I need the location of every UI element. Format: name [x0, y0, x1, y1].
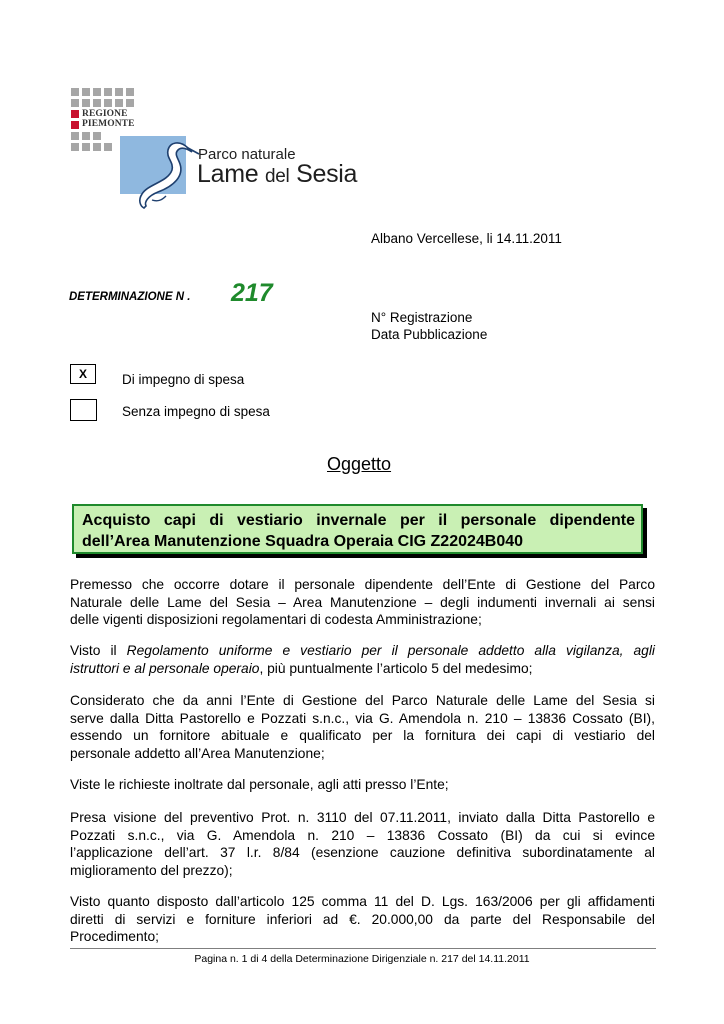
- document-date: Albano Vercellese, li 14.11.2011: [371, 231, 562, 246]
- park-name-line1: Parco naturale: [198, 146, 296, 163]
- page-footer: Pagina n. 1 di 4 della Determinazione Dirigenziale n. 217 del 14.11.2011: [194, 953, 530, 965]
- senza-impegno-label: Senza impegno di spesa: [122, 404, 270, 419]
- determination-number: 217: [231, 279, 273, 307]
- senza-impegno-checkbox[interactable]: [70, 399, 97, 421]
- subject-heading: Oggetto: [327, 454, 392, 474]
- impegno-spesa-checkbox[interactable]: X: [70, 364, 96, 384]
- park-name-line2: Lame del Sesia: [197, 160, 358, 188]
- region-name: REGIONE PIEMONTE: [82, 109, 135, 129]
- impegno-spesa-label: Di impegno di spesa: [122, 372, 245, 387]
- determination-label: DETERMINAZIONE N .: [69, 291, 191, 303]
- heron-icon: [118, 130, 200, 210]
- paragraph-regolamento: Visto il Regolamento uniforme e vestiario per il personale addetto alla vigilanza, agli istruttori e al personale operaio, più puntualmente l’articolo 5 del medesimo;: [70, 643, 655, 676]
- subject-line1: Acquisto capi di vestiario invernale per il personale dipendente: [82, 512, 635, 529]
- registration-number-label: N° Registrazione: [371, 310, 473, 325]
- subject-line2: dell’Area Manutenzione Squadra Operaia CIG Z22024B040: [82, 533, 524, 550]
- subject-box: [72, 504, 643, 554]
- paragraph-richieste: Viste le richieste inoltrate dal personale, agli atti presso l’Ente;: [70, 777, 449, 792]
- paragraph-preventivo: Presa visione del preventivo Prot. n. 3110 del 07.11.2011, inviato dalla Ditta Pastorello e Pozzati s.n.c., via G. Amendola n. 210 – 13836 Cossato (BI) da cui si evince l’applicazione dell’art. 37 l.r. 8/84 (esenzione cauzione definitiva subordinatamente al miglioramento del prezzo);: [70, 810, 655, 878]
- paragraph-premesso: Premesso che occorre dotare il personale dipendente dell’Ente di Gestione del Parco Naturale delle Lame del Sesia – Area Manutenzione – degli indumenti invernali ai sensi delle vigenti disposizioni regolamentari di codesta Amministrazione;: [70, 577, 655, 627]
- footer-divider: [70, 948, 656, 949]
- paragraph-articolo-125: Visto quanto disposto dall’articolo 125 comma 11 del D. Lgs. 163/2006 per gli affidamenti diretti di servizi e forniture inferiori ad €. 20.000,00 da parte del Responsabile del Procedimento;: [70, 894, 655, 944]
- paragraph-considerato: Considerato che da anni l’Ente di Gestione del Parco Naturale delle Lame del Sesia si serve dalla Ditta Pastorello e Pozzati s.n.c., via G. Amendola n. 210 – 13836 Cossato (BI), essendo un fornitore abituale e qualificato per la fornitura dei capi di vestiario del personale addetto all’Area Manutenzione;: [70, 693, 655, 761]
- publication-date-label: Data Pubblicazione: [371, 327, 488, 342]
